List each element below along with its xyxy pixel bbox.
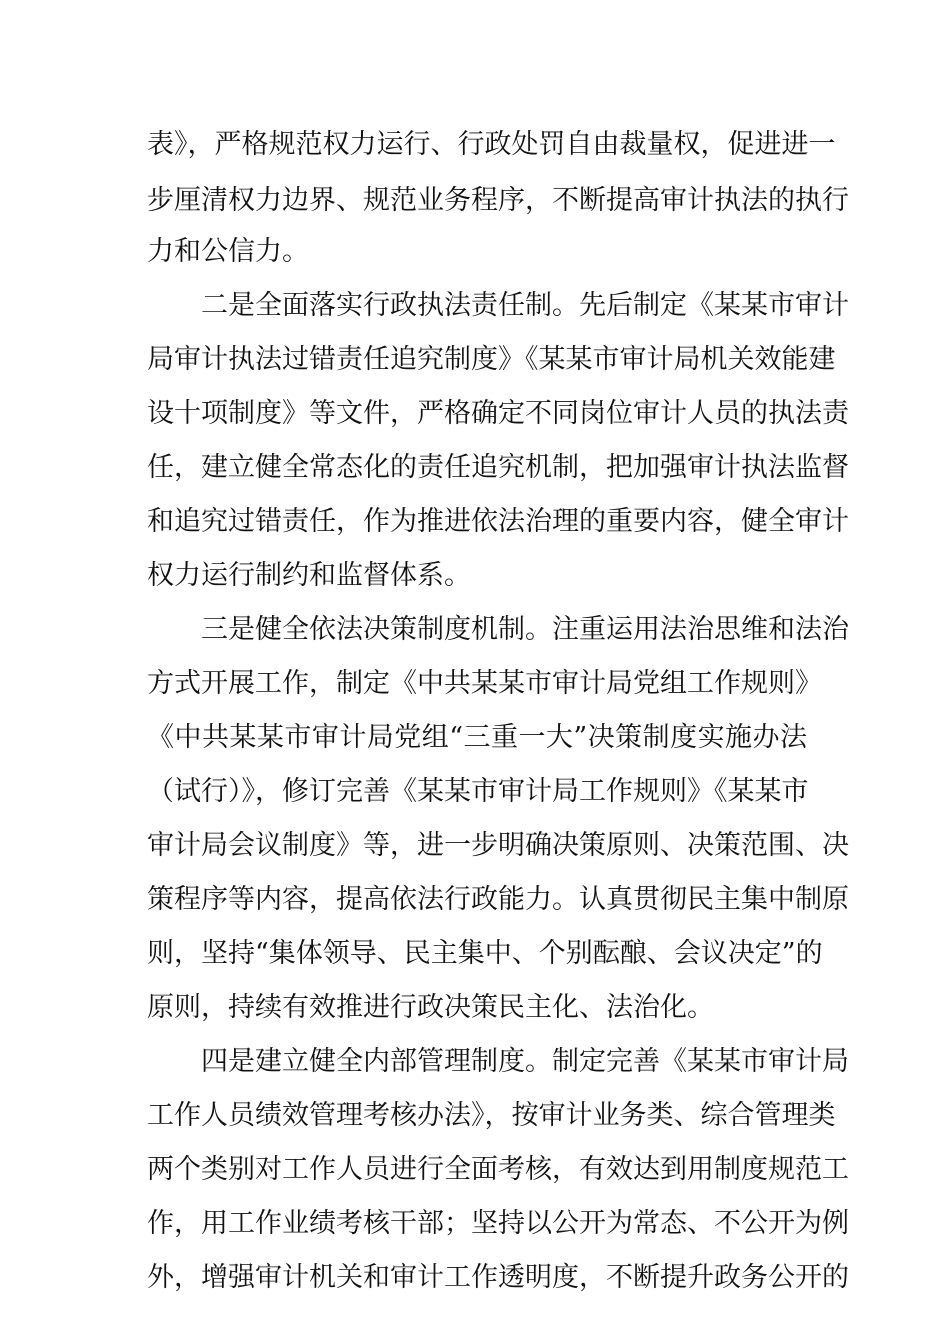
text-line: 表》，严格规范权力运行、行政处罚自由裁量权，促进进一 (147, 129, 836, 160)
text-line: 则，坚持“集体领导、民主集中、个别酝酿、会议决定”的 (147, 938, 823, 969)
text-line: 作，用工作业绩考核干部；坚持以公开为常态、不公开为例 (147, 1208, 849, 1239)
text-line: 和追究过错责任，作为推进依法治理的重要内容，健全审计 (147, 506, 849, 537)
text-line: 两个类别对工作人员进行全面考核，有效达到用制度规范工 (147, 1154, 849, 1185)
paragraph-start-line: 二是全面落实行政执法责任制。先后制定《某某市审计 (201, 290, 849, 321)
text-line: 局审计执法过错责任追究制度》《某某市审计局机关效能建 (147, 344, 836, 375)
text-line: 步厘清权力边界、规范业务程序，不断提高审计执法的执行 (147, 185, 849, 216)
text-line: 外，增强审计机关和审计工作透明度，不断提升政务公开的 (147, 1262, 849, 1293)
text-line: （试行）》，修订完善《某某市审计局工作规则》《某某市 (147, 776, 809, 807)
text-line: 力和公信力。 (147, 236, 309, 267)
text-line: 设十项制度》等文件，严格确定不同岗位审计人员的执法责 (147, 398, 849, 429)
text-line: 权力运行制约和监督体系。 (147, 560, 471, 591)
text-line: 任，建立健全常态化的责任追究机制，把加强审计执法监督 (147, 452, 849, 483)
paragraph-start-line: 四是建立健全内部管理制度。制定完善《某某市审计局 (201, 1046, 849, 1077)
paragraph-start-line: 三是健全依法决策制度机制。注重运用法治思维和法治 (201, 614, 849, 645)
text-line: 方式开展工作，制定《中共某某市审计局党组工作规则》 (147, 668, 822, 699)
text-line: 《中共某某市审计局党组“三重一大”决策制度实施办法 (147, 722, 807, 753)
text-line: 工作人员绩效管理考核办法》，按审计业务类、综合管理类 (147, 1100, 836, 1131)
text-line: 审计局会议制度》等，进一步明确决策原则、决策范围、决 (147, 830, 849, 861)
text-line: 策程序等内容，提高依法行政能力。认真贯彻民主集中制原 (147, 884, 849, 915)
text-line: 原则，持续有效推进行政决策民主化、法治化。 (147, 992, 714, 1023)
